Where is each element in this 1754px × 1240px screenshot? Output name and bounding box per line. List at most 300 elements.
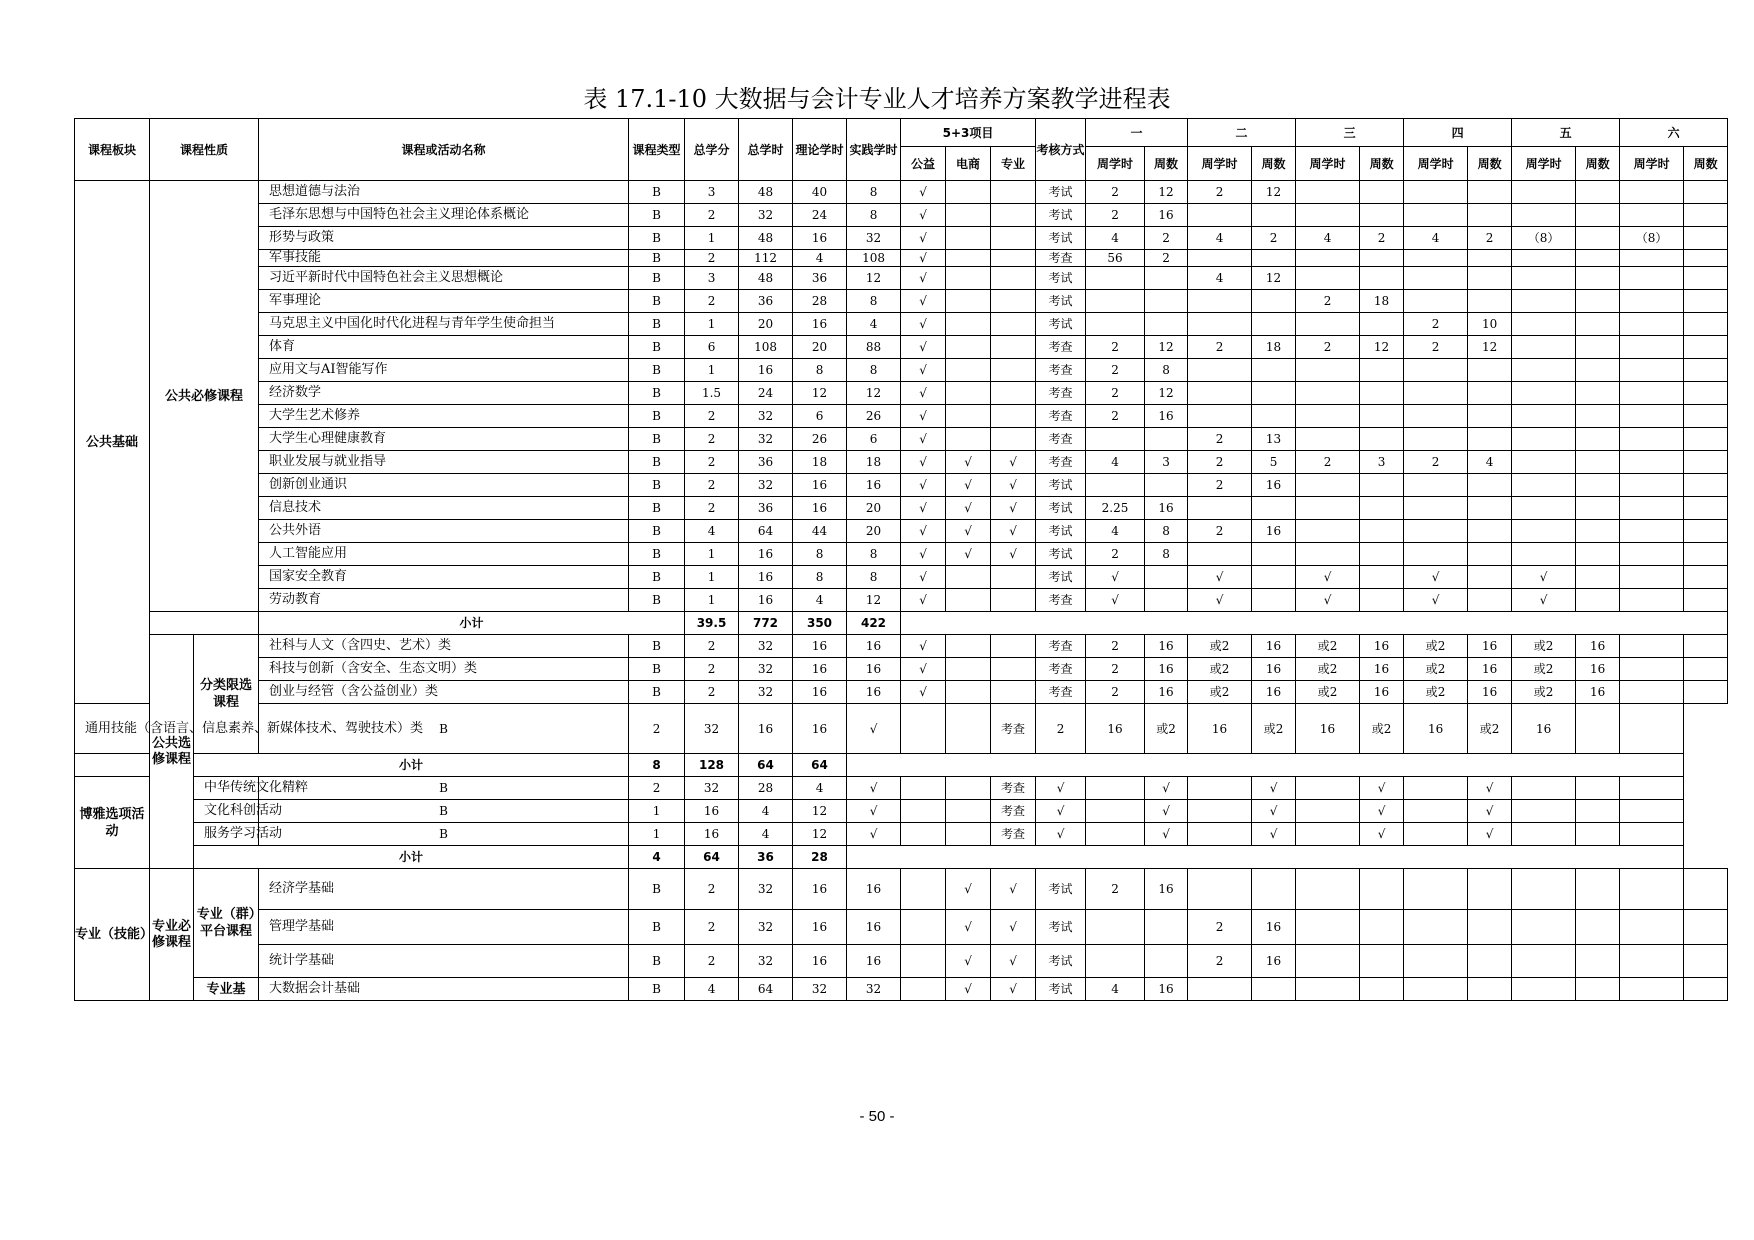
term-week-hours [1188,382,1252,405]
term-week-hours: 2 [1086,635,1145,658]
course-type: B [629,313,685,336]
term-week-hours: 2 [1086,405,1145,428]
term-week-hours [1296,428,1360,451]
course-practice: 12 [793,823,847,846]
term-week-hours [1404,405,1468,428]
course-p3 [946,823,991,846]
term-week-hours: 或2 [1188,635,1252,658]
subtotal-theory: 350 [793,612,847,635]
course-p1 [901,869,946,910]
term-weeks: 16 [1576,658,1620,681]
term-week-hours: 2.25 [1086,497,1145,520]
course-p2 [901,823,946,846]
term-week-hours [1296,474,1360,497]
header-project: 5+3项目 [901,119,1036,147]
course-p2 [901,800,946,823]
term-weeks: 16 [1086,704,1145,754]
term-week-hours [1620,910,1684,945]
course-p3 [991,359,1036,382]
course-name: 经济学基础 [259,869,629,910]
table-row [75,250,1728,267]
term-week-hours [1296,520,1360,543]
header-term-5: 五 [1512,119,1620,147]
teaching-schedule-table [74,118,1728,1001]
course-p3: √ [991,910,1036,945]
course-p3 [946,777,991,800]
term-week-hours: √ [1036,823,1086,846]
course-p2 [946,566,991,589]
term-weeks [1252,204,1296,227]
term-weeks [1576,181,1620,204]
header-week-hours: 周学时 [1512,147,1576,181]
term-week-hours [1576,800,1620,823]
term-weeks [1468,869,1512,910]
term-weeks [1252,359,1296,382]
course-p3 [991,267,1036,290]
term-weeks [1684,566,1728,589]
term-week-hours [1404,474,1468,497]
course-type: B [629,910,685,945]
table-row [75,181,1728,204]
term-weeks: 16 [1145,681,1188,704]
course-type: B [629,382,685,405]
course-assess: 考查 [991,823,1036,846]
subtotal-label: 小计 [194,846,629,869]
course-name: 创新创业通识 [259,474,629,497]
term-weeks [1468,290,1512,313]
course-assess: 考试 [1036,267,1086,290]
term-weeks [1620,704,1684,754]
term-week-hours [1404,382,1468,405]
term-weeks: 13 [1252,428,1296,451]
header-weeks: 周数 [1684,147,1728,181]
term-weeks [1252,566,1296,589]
course-name: 中华传统文化精粹 [194,777,259,800]
term-week-hours [1620,250,1684,267]
course-credits: 2 [685,204,739,227]
term-weeks [1468,405,1512,428]
header-week-hours: 周学时 [1086,147,1145,181]
course-name: 习近平新时代中国特色社会主义思想概论 [259,267,629,290]
subtotal-practice: 28 [793,846,847,869]
term-weeks: 16 [1576,635,1620,658]
term-week-hours: 2 [1086,181,1145,204]
course-credits: 1 [685,227,739,250]
term-weeks [1360,520,1404,543]
term-week-hours: 4 [1404,227,1468,250]
term-weeks [1576,520,1620,543]
course-credits: 6 [685,336,739,359]
term-week-hours: 2 [1086,869,1145,910]
course-p1: √ [901,227,946,250]
subtotal-blank-lead [150,612,259,635]
course-name: 科技与创新（含安全、生态文明）类 [259,658,629,681]
course-credits: 3 [685,267,739,290]
term-week-hours: 2 [1188,428,1252,451]
table-row [75,589,1728,612]
course-p2 [946,428,991,451]
term-week-hours [1296,359,1360,382]
subtotal-row [75,846,1728,869]
course-p3 [991,313,1036,336]
course-name: 体育 [259,336,629,359]
term-week-hours: √ [1360,823,1404,846]
term-weeks [1145,474,1188,497]
course-hours: 64 [739,978,793,1001]
course-p3 [991,227,1036,250]
term-weeks [1252,978,1296,1001]
course-name: 经济数学 [259,382,629,405]
term-weeks [1468,910,1512,945]
term-week-hours: 或2 [1512,658,1576,681]
course-type: B [629,978,685,1001]
course-assess: 考查 [1036,658,1086,681]
course-theory: 8 [793,543,847,566]
header-week-hours: 周学时 [1620,147,1684,181]
term-week-hours [1512,382,1576,405]
course-practice: 12 [847,589,901,612]
course-p2: √ [946,910,991,945]
course-name: 国家安全教育 [259,566,629,589]
course-name: 人工智能应用 [259,543,629,566]
term-weeks [1360,945,1404,978]
course-hours: 16 [685,800,739,823]
course-theory: 16 [793,681,847,704]
term-week-hours: 2 [1086,204,1145,227]
term-week-hours [1086,267,1145,290]
course-theory: 20 [793,336,847,359]
course-practice: 26 [847,405,901,428]
course-theory: 12 [793,382,847,405]
term-week-hours: 或2 [1188,658,1252,681]
term-weeks [1684,474,1728,497]
course-practice: 12 [793,800,847,823]
course-p1: √ [847,800,901,823]
term-week-hours [1620,543,1684,566]
course-credits: 1.5 [685,382,739,405]
term-week-hours [1620,428,1684,451]
term-week-hours [1512,267,1576,290]
term-weeks [1512,777,1576,800]
term-weeks: 16 [1145,658,1188,681]
subtotal-hours: 64 [685,846,739,869]
course-practice: 4 [793,777,847,800]
term-weeks: 16 [1468,681,1512,704]
table-row [75,823,1728,846]
term-week-hours: 4 [1188,267,1252,290]
course-practice: 18 [847,451,901,474]
table-row [75,382,1728,405]
term-week-hours [1620,359,1684,382]
term-week-hours [1188,405,1252,428]
term-week-hours: √ [1512,566,1576,589]
course-practice: 16 [847,474,901,497]
table-row [75,313,1728,336]
course-p2 [946,267,991,290]
course-p1: √ [847,823,901,846]
course-p1: √ [901,681,946,704]
term-week-hours [1512,910,1576,945]
subtotal-credits: 8 [629,754,685,777]
course-assess: 考查 [991,777,1036,800]
course-name: 通用技能（含语言、信息素养、新媒体技术、驾驶技术）类 [75,704,150,754]
course-p1: √ [901,313,946,336]
term-week-hours [1620,474,1684,497]
term-weeks: 16 [1252,474,1296,497]
course-practice: 16 [847,658,901,681]
course-p3 [991,382,1036,405]
term-week-hours: 2 [1086,658,1145,681]
course-name: 劳动教育 [259,589,629,612]
header-week-hours: 周学时 [1188,147,1252,181]
group-professional-required: 专业必修课程 [150,869,194,1001]
term-weeks [1468,566,1512,589]
term-week-hours: √ [1145,823,1188,846]
term-weeks: 3 [1360,451,1404,474]
term-weeks [1576,227,1620,250]
term-weeks: 12 [1252,181,1296,204]
course-theory: 24 [793,204,847,227]
course-assess: 考试 [1036,227,1086,250]
course-type: B [629,497,685,520]
term-weeks [1576,359,1620,382]
term-weeks: 16 [1252,910,1296,945]
course-hours: 32 [739,428,793,451]
group-public-elective: 公共选修课程 [150,635,194,869]
table-row [75,520,1728,543]
header-week-hours: 周学时 [1404,147,1468,181]
term-weeks [1512,800,1576,823]
header-practice: 实践学时 [847,119,901,181]
subtotal-hours: 772 [739,612,793,635]
term-weeks [1576,204,1620,227]
term-weeks [1684,204,1728,227]
course-theory: 16 [793,658,847,681]
term-weeks [1576,978,1620,1001]
table-row [75,978,1728,1001]
course-assess: 考试 [1036,497,1086,520]
term-weeks: 16 [1468,635,1512,658]
term-week-hours: 4 [1086,520,1145,543]
course-credits: 4 [685,520,739,543]
term-week-hours [1404,497,1468,520]
term-weeks [1252,382,1296,405]
course-practice: 12 [847,267,901,290]
term-week-hours [1620,290,1684,313]
course-credits: 1 [685,589,739,612]
course-p3 [946,800,991,823]
term-week-hours [1620,635,1684,658]
course-p3: √ [991,474,1036,497]
course-name: 公共外语 [259,520,629,543]
course-type: B [629,359,685,382]
table-row [75,777,1728,800]
course-theory: 32 [793,978,847,1001]
course-hours: 32 [685,777,739,800]
term-weeks: 16 [1360,681,1404,704]
table-row [75,474,1728,497]
term-weeks: 16 [1512,704,1576,754]
term-weeks [1145,589,1188,612]
course-hours: 36 [739,290,793,313]
course-hours: 20 [739,313,793,336]
term-week-hours [1188,869,1252,910]
course-p2 [901,777,946,800]
term-week-hours: 2 [1404,336,1468,359]
term-weeks [1360,267,1404,290]
term-weeks [1145,267,1188,290]
term-week-hours [1576,777,1620,800]
course-theory: 4 [739,823,793,846]
course-credits: 2 [685,681,739,704]
course-p3 [991,589,1036,612]
subtotal-practice: 422 [847,612,901,635]
term-week-hours: √ [1086,589,1145,612]
term-week-hours [1404,204,1468,227]
term-week-hours: √ [1145,800,1188,823]
course-p1 [901,910,946,945]
course-hours: 112 [739,250,793,267]
term-week-hours: √ [1188,566,1252,589]
term-weeks: 2 [1145,250,1188,267]
page-title: 表 17.1-10 大数据与会计专业人才培养方案教学进程表 [583,85,1171,113]
course-assess: 考查 [1036,336,1086,359]
term-weeks: 16 [1252,681,1296,704]
term-weeks [1684,497,1728,520]
term-weeks: 4 [1468,451,1512,474]
term-weeks [1576,382,1620,405]
course-credits: 2 [685,910,739,945]
course-type: B [629,181,685,204]
course-assess: 考查 [1036,428,1086,451]
course-p3 [991,336,1036,359]
term-weeks [1576,910,1620,945]
term-weeks [1576,869,1620,910]
course-theory: 16 [793,474,847,497]
course-p2: √ [946,520,991,543]
course-credits: 2 [685,945,739,978]
term-week-hours: √ [1468,823,1512,846]
term-week-hours [1620,520,1684,543]
term-weeks [1252,290,1296,313]
term-week-hours: √ [1468,800,1512,823]
term-weeks [1252,497,1296,520]
term-week-hours: √ [1188,589,1252,612]
course-p3 [991,204,1036,227]
course-p3 [991,635,1036,658]
term-weeks [1360,566,1404,589]
page-number: - 50 - [859,1108,895,1125]
term-week-hours [1188,290,1252,313]
course-credits: 4 [685,978,739,1001]
term-week-hours [1086,474,1145,497]
course-name: 应用文与AI智能写作 [259,359,629,382]
table-row [75,359,1728,382]
course-p1: √ [901,520,946,543]
term-weeks [1684,250,1728,267]
course-practice: 12 [847,382,901,405]
term-weeks [1188,777,1252,800]
term-weeks [1684,978,1728,1001]
group-public-required: 公共必修课程 [150,181,259,612]
term-weeks: 16 [1404,704,1468,754]
group-prof-basic: 专业基 [194,978,259,1001]
course-credits: 1 [629,823,685,846]
term-weeks [1188,800,1252,823]
course-p1: √ [901,543,946,566]
course-p3: √ [991,543,1036,566]
course-p2 [946,204,991,227]
term-weeks [1468,359,1512,382]
course-name: 服务学习活动 [194,823,259,846]
course-theory: 16 [793,945,847,978]
course-assess: 考查 [1036,451,1086,474]
term-week-hours [1296,910,1360,945]
course-type: B [259,777,629,800]
course-assess: 考查 [1036,250,1086,267]
term-weeks: 12 [1360,336,1404,359]
course-practice: 8 [847,566,901,589]
term-week-hours [1296,497,1360,520]
term-weeks [1360,428,1404,451]
course-name: 大数据会计基础 [259,978,629,1001]
term-week-hours: √ [1404,566,1468,589]
term-weeks [1620,823,1684,846]
term-week-hours [1296,945,1360,978]
group-limited-elective: 分类限选课程 [194,635,259,754]
course-p1: √ [847,777,901,800]
course-theory: 8 [793,566,847,589]
course-practice: 16 [847,910,901,945]
term-weeks [1086,777,1145,800]
term-weeks [1576,451,1620,474]
term-weeks [1145,290,1188,313]
subtotal-label: 小计 [259,612,685,635]
term-week-hours: √ [1468,777,1512,800]
course-p1: √ [901,451,946,474]
course-name: 社科与人文（含四史、艺术）类 [259,635,629,658]
subtotal-blank [847,846,1684,869]
term-weeks: 3 [1145,451,1188,474]
term-week-hours [1512,451,1576,474]
term-week-hours: 4 [1296,227,1360,250]
term-weeks [1360,250,1404,267]
course-practice: 108 [847,250,901,267]
course-assess: 考查 [1036,405,1086,428]
subtotal-theory: 64 [739,754,793,777]
term-week-hours [1086,910,1145,945]
term-weeks [1684,681,1728,704]
course-theory: 16 [793,869,847,910]
course-hours: 48 [739,181,793,204]
course-theory: 4 [793,250,847,267]
table-row [75,267,1728,290]
course-hours: 48 [739,227,793,250]
course-p1: √ [901,204,946,227]
subtotal-credits: 4 [629,846,685,869]
term-weeks [1360,204,1404,227]
group-public-foundation: 公共基础 [75,181,150,704]
header-weeks: 周数 [1252,147,1296,181]
term-weeks [1252,543,1296,566]
course-hours: 16 [739,359,793,382]
course-assess: 考查 [991,704,1036,754]
term-weeks: 16 [1188,704,1252,754]
course-name: 管理学基础 [259,910,629,945]
term-weeks [1145,566,1188,589]
term-weeks: 16 [1145,204,1188,227]
course-credits: 2 [685,497,739,520]
